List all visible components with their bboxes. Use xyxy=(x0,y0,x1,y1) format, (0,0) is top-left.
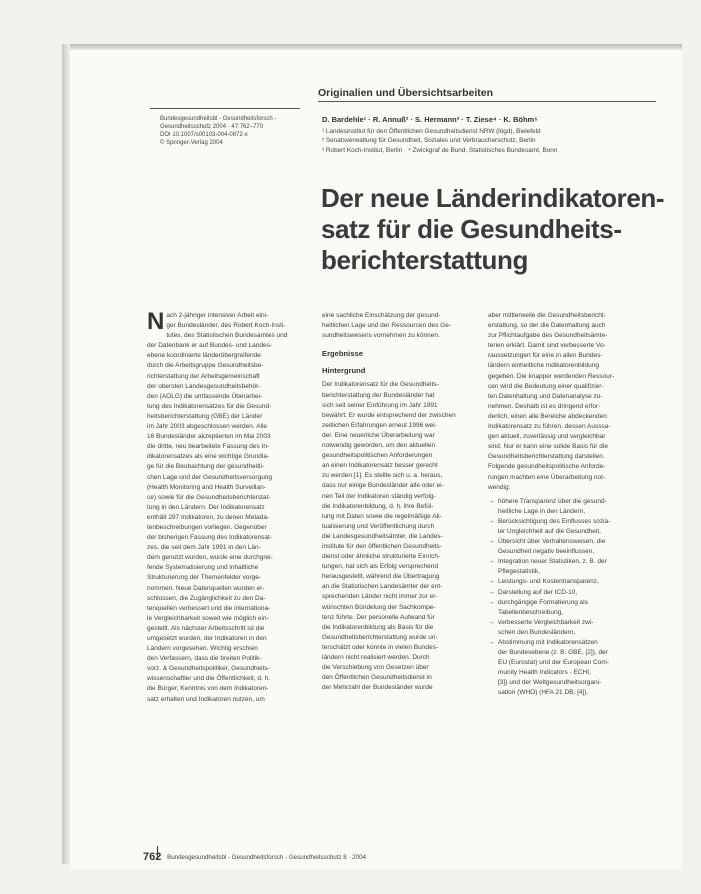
text-line: zeitlichen Erfahrungen erneut 1996 wei- xyxy=(322,421,437,429)
text-line: der Datenbank er auf Bundes- und Landes- xyxy=(147,342,273,350)
text-line: wünschten Bündelung der Sachkompe- xyxy=(322,603,436,611)
list-item-line: ler Ungleichheit auf die Gesundheit, xyxy=(498,527,601,535)
text-line: sich seit seiner Einführung im Jahr 1991 xyxy=(322,401,438,409)
list-item-line: Berücksichtigung des Einflusses sozia- xyxy=(498,517,611,525)
text-line: nehmen. Deshalb ist es dringend erfor- xyxy=(488,402,601,410)
text-line: der bisherigen Fassung des Indikatorensat- xyxy=(147,534,273,542)
text-line: tung in den Ländern. Der Indikatorensatz xyxy=(147,503,265,511)
column-2-intro xyxy=(322,311,485,341)
text-line: terien erklärt. Damit sind verbesserte Vo- xyxy=(488,342,606,350)
list-item-line: EU (Eurostat) und der European Com- xyxy=(498,659,609,667)
text-line: Indikatorensatz zu führen, dessen Ausssa- xyxy=(488,423,611,431)
list-item-line: Integration neuer Statistiken, z. B. der xyxy=(498,558,607,566)
affiliation-line: ² Senatsverwaltung für Gesundheit, Soziales und Verbraucherschutz, Berlin xyxy=(322,137,536,145)
section-header: Originalien und Übersichtsarbeiten xyxy=(318,87,494,99)
text-line: den (AOLG) die umfassende Überarbei- xyxy=(147,392,263,400)
column-3-body xyxy=(488,311,654,493)
text-line: institute für den öffentlichen Gesundheits- xyxy=(322,542,442,550)
list-item xyxy=(488,497,654,517)
text-line: le Vergleichbarkeit soweit wie möglich ein- xyxy=(147,614,269,622)
list-item-line: der Bundesebene (z. B. GBE, [2]), der xyxy=(498,649,608,657)
arrow-bullet-icon: → xyxy=(488,598,495,606)
list-item xyxy=(488,577,654,587)
text-line: die Indikatorenbildung, d. h. ihre Befül- xyxy=(322,502,434,510)
list-item-line: Tabellenbeschreibung, xyxy=(498,608,564,616)
list-item-line: sation (WHO) (HFA 21 DB, [4]). xyxy=(498,689,589,697)
arrow-bullet-icon: → xyxy=(488,558,495,566)
text-line: chen Lage und der Gesundheitsversorgung xyxy=(147,473,273,481)
scan-edge-left xyxy=(62,44,70,864)
text-line: umgesetzt wurden, der Indikatoren in den xyxy=(147,635,267,642)
text-line: wendig: xyxy=(488,483,511,491)
text-line: tualisierung und Veröffentlichung durch xyxy=(322,522,435,530)
text-line: tenquellen verbessert und die internationa- xyxy=(147,604,271,612)
list-item-line: [3]) und der Weltgesundheitsorgani- xyxy=(498,679,602,687)
text-line: vorz. & Gesundheitspolitiker, Gesundheits- xyxy=(147,665,270,673)
text-column-2 xyxy=(322,311,485,693)
text-line: rungen machten eine Überarbeitung not- xyxy=(488,473,606,481)
arrow-bullet-icon: → xyxy=(488,517,495,525)
text-line: zur Pflichtaufgabe des Gesundheitsämte- xyxy=(488,332,608,340)
requirements-list xyxy=(488,497,654,699)
text-line: 16 Bundesländer akzeptierten im Mai 2003 xyxy=(147,433,271,441)
text-line: bewährt. Er wurde entsprechend der zwischen xyxy=(322,411,456,419)
text-line: im Jahr 2003 abgeschlossen werden. Alle xyxy=(147,423,267,431)
text-line: den Verfassern, dass die breiten Politik- xyxy=(147,655,262,663)
text-line: an einen Indikatorensatz besser gerecht xyxy=(322,462,438,470)
text-line: gegeben. Die knapper werdenden Ressour- xyxy=(488,372,615,380)
list-item-line: verbesserte Vergleichbarkeit zwi- xyxy=(498,618,594,626)
text-line: der. Eine neuerliche Überarbeitung war xyxy=(322,431,435,439)
list-item-line: Übersicht über Verhaltensweisen, die xyxy=(498,538,606,546)
journal-info-line: Bundesgesundheitsbl - Gesundheitsforsch - xyxy=(160,116,277,122)
text-line: heitlichen Lage und der Ressourcen des Ge- xyxy=(322,322,451,330)
list-item-line: Pflegestatistik, xyxy=(498,568,540,576)
heading-ergebnisse: Ergebnisse xyxy=(322,349,363,359)
text-line: ce) sowie für die Gesundheitsberichterstat- xyxy=(147,493,271,501)
heading-hintergrund: Hintergrund xyxy=(322,366,366,376)
journal-info xyxy=(160,115,310,147)
affiliation-line: ³ Robert Koch-Institut, Berlin · ⁴ Zwickgraf de Bund, Statistisches Bundesamt, Bonn xyxy=(322,146,558,154)
journal-info-line: Gesundheitsschutz 2004 · 47:762–770 xyxy=(160,124,264,130)
list-item xyxy=(488,638,654,699)
text-line: ländern nicht realisiert werden. Durch xyxy=(322,654,430,661)
title-line: berichterstattung xyxy=(321,245,529,275)
text-line: richterstattung der Arbeitsgemeinschaft xyxy=(147,372,260,380)
text-line: gesundheitspolitischen Anforderungen xyxy=(322,452,433,460)
text-line: heitsberichterstattung (GBE) der Länder xyxy=(147,412,263,420)
text-line: ger Bundesländer, des Robert Koch-Insti- xyxy=(166,322,286,330)
text-line: notwendig geworden, um den aktuellen xyxy=(322,442,436,450)
list-item-line: munity Health Indicators - ECHI, xyxy=(498,669,591,677)
affiliation-line: ¹ Landesinstitut für den Öffentlichen Gesundheitsdienst NRW (lögd), Bielefeld xyxy=(322,128,541,135)
list-item xyxy=(488,517,654,537)
affiliations xyxy=(322,127,652,155)
text-line: durch die Arbeitsgruppe Gesundheitsbe- xyxy=(147,362,264,370)
arrow-bullet-icon: → xyxy=(488,639,495,646)
text-line: Strukturierung der Themenfelder vorge- xyxy=(147,574,262,582)
list-item xyxy=(488,537,654,557)
text-line: sprechenden Länder nicht immer zur er- xyxy=(322,593,438,601)
text-line: cen wird die Bedeutung einer qualifizier- xyxy=(488,382,604,390)
text-line: Ländern vorgesehen. Wichtig erschien xyxy=(147,645,258,653)
text-line: schlossen, die Zugänglichkeit zu den Da- xyxy=(147,594,266,602)
text-line: eine sachliche Einschätzung der gesund- xyxy=(322,312,441,319)
text-column-3 xyxy=(488,311,654,699)
text-line: Gesundheitsberichterstattung wurde un- xyxy=(322,633,438,641)
text-line: ten Datenhaltung und Datenanalyse zu- xyxy=(488,392,603,400)
arrow-bullet-icon: → xyxy=(488,538,495,546)
text-line: tungen, hat sich als Erfolg versprechend xyxy=(322,563,438,571)
column-2-body xyxy=(322,380,485,693)
text-line: wissenschaftler und die Öffentlichkeit, d. h. xyxy=(147,675,271,683)
text-line: Folgende gesundheitspolitische Anforde- xyxy=(488,463,606,471)
text-line: nen Teil der Indikatoren ständig verfolg- xyxy=(322,492,436,500)
text-line: Gesundheitsberichterstattung darstellen. xyxy=(488,453,605,461)
text-line: tenbeschreibungen vorliegen. Gegenüber xyxy=(147,523,267,531)
column-1-body xyxy=(147,308,314,705)
list-item-line: heitliche Lage in den Ländern, xyxy=(498,507,586,515)
text-line: terschätzt oder konnte in vielen Bundes- xyxy=(322,643,438,651)
text-line: die Bürger, Kenntnis von dem Indikatoren- xyxy=(147,685,269,693)
text-line: ge für die Beobachtung der gesundheitli- xyxy=(147,463,265,471)
journal-info-line: © Springer-Verlag 2004 xyxy=(160,140,223,146)
arrow-bullet-icon: → xyxy=(488,618,495,626)
text-line: sundheitswesens vornehmen zu können. xyxy=(322,332,440,340)
text-line: satz erhalten und Indikatoren nutzen, um xyxy=(147,695,265,703)
arrow-bullet-icon: → xyxy=(488,497,495,505)
text-line: fende Systematisierung und inhaltliche xyxy=(147,564,259,572)
text-line: derlich, einen alle Bereiche abdeckenden xyxy=(488,412,607,420)
header-rule-top xyxy=(318,101,656,102)
text-line: ach 2-jähriger intensiver Arbeit eini- xyxy=(166,312,269,319)
text-line: dienst oder ähnliche strukturierte Einrich- xyxy=(322,553,441,561)
text-line: berichterstattung der Bundesländer hat xyxy=(322,391,435,399)
list-item-line: Darstellung auf der ICD-10, xyxy=(498,588,578,596)
text-line: tenz führte. Der personelle Aufwand für xyxy=(322,613,435,621)
text-line: tung des Indikatorensatzes für die Gesund- xyxy=(147,402,272,410)
text-line: der Mehrzahl der Bundesländer wurde xyxy=(322,684,433,692)
text-line: die Landesgesundheitsämter, die Landes- xyxy=(322,532,443,540)
footer-journal: Bundesgesundheitsbl - Gesundheitsforsch - Gesundheitsschutz 8 · 2004 xyxy=(167,854,366,861)
list-item xyxy=(488,618,654,638)
text-line: aber mittlerweile die Gesundheitsbericht- xyxy=(488,312,606,319)
list-item-line: Abstimmung mit Indikatorensätzen xyxy=(498,639,598,646)
text-line: dass nur einige Bundesländer alle oder ei- xyxy=(322,482,444,490)
page-footer xyxy=(143,851,366,863)
text-line: der obersten Landesgesundheitsbehör- xyxy=(147,382,261,390)
text-line: erstattung, so der die Datenhaltung auch xyxy=(488,322,606,330)
text-line: sind. Nur er kann eine solide Basis für die xyxy=(488,443,608,451)
list-item xyxy=(488,588,654,598)
arrow-bullet-icon: → xyxy=(488,588,495,596)
text-line: nommen. Neue Datenquellen wurden er- xyxy=(147,584,265,592)
text-line: tutes, des Statistischen Bundesamtes und xyxy=(166,332,288,340)
title-line: satz für die Gesundheits- xyxy=(321,214,622,244)
text-line: ländern einheitliche Indikatorenbildung xyxy=(488,362,599,370)
text-line: enthält 297 Indikatoren, zu denen Metada- xyxy=(147,513,270,521)
text-line: gen aktuell, zuverlässig und vergleichbar xyxy=(488,433,606,441)
list-item-line: durchgängige Formatierung als xyxy=(498,598,588,606)
text-line: den Öffentlichen Gesundheitsdienst in xyxy=(322,674,432,682)
text-line: die Verschiebung von Gesetzen über xyxy=(322,664,429,672)
text-line: gestellt. Als nächster Arbeitsschritt ist die xyxy=(147,624,265,632)
list-item xyxy=(488,557,654,577)
text-line: dikatorensatzes als eine wichtige Grundla- xyxy=(147,453,270,461)
text-line: an die Statistischen Landesämter der ent- xyxy=(322,583,443,591)
text-line: die Indikatorenbildung als Basis für die xyxy=(322,623,434,631)
article-title xyxy=(321,183,665,276)
journal-info-line: DOI 10.1007/s00103-004-0872-x xyxy=(160,132,248,138)
text-line: dern genutzt wurden, wurde eine durchgrei- xyxy=(147,554,273,562)
title-line: Der neue Länderindikatoren- xyxy=(321,183,665,213)
text-line: (Health Monitoring and Health Surveillan- xyxy=(147,483,266,491)
list-item xyxy=(488,598,654,618)
text-line: herausgestellt, während die Übertragung xyxy=(322,573,440,581)
page-number: 762 xyxy=(143,851,162,863)
list-item-line: Leistungs- und Kostentransparenz, xyxy=(498,578,599,586)
arrow-bullet-icon: → xyxy=(488,578,495,586)
text-line: zu werden [1]. Es stellte sich u. a. heraus, xyxy=(322,472,443,480)
list-item-line: schen den Bundesländern, xyxy=(498,628,576,636)
authors: D. Bardehle¹ · R. Annuß² · S. Hermann³ · T. Ziese⁴ · K. Böhm⁵ xyxy=(322,115,538,124)
text-line: lung mit Daten sowie die regelmäßige Ak- xyxy=(322,512,442,520)
list-item-line: Gesundheit negativ beeinflussen, xyxy=(498,548,595,556)
text-column-1 xyxy=(147,308,314,705)
text-line: zes, die seit dem Jahr 1991 in den Län- xyxy=(147,544,261,552)
drop-cap: N xyxy=(147,308,165,335)
text-line: raussetzungen für eine in allen Bundes- xyxy=(488,352,603,360)
text-line: Der Indikatorensatz für die Gesundheits- xyxy=(322,381,439,389)
list-item-line: höhere Transparenz über die gesund- xyxy=(498,497,607,505)
text-line: die dritte, neu bearbeitete Fassung des In- xyxy=(147,443,270,451)
header-rule-left xyxy=(150,108,300,109)
text-line: ebene koordinierte länderübergreifende xyxy=(147,352,261,360)
